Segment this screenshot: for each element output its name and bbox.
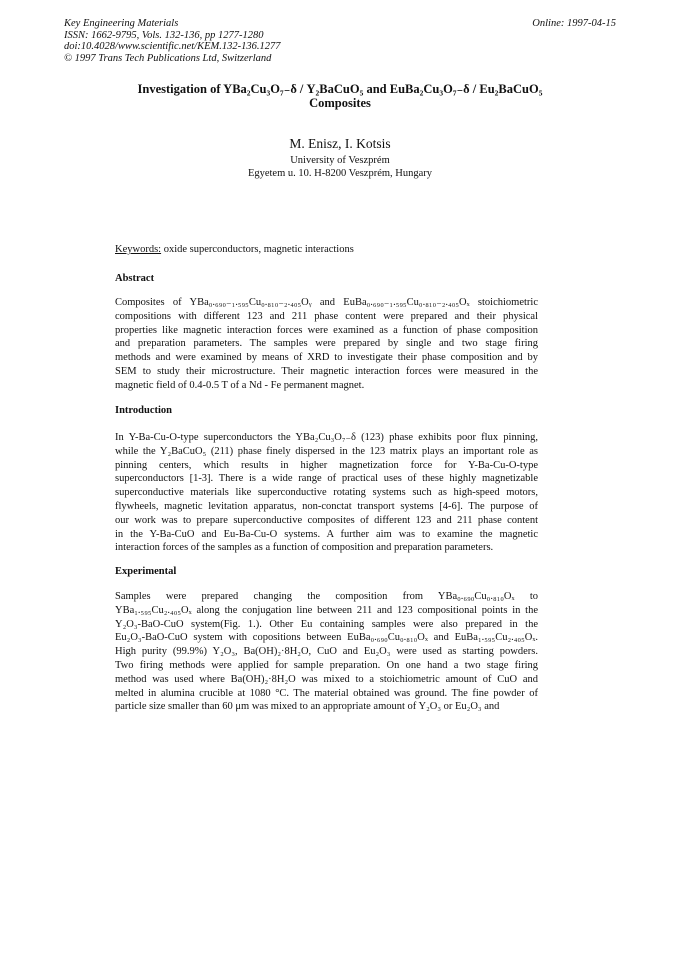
abstract-line: compositions with different 123 and 211 phase content were prepared and their physical [115, 310, 538, 322]
abstract-line: Composites of YBa₀.₆₉₀₋₁.₅₉₅Cu₀.₈₁₀₋₂.₄₀₅Oᵧ and EuBa₀.₆₉₀₋₁.₅₉₅Cu₀.₈₁₀₋₂.₄₀₅Oₓ stoichiometric [115, 297, 538, 308]
introduction-line: flywheels, magnetic levitation apparatus, non-conctat transport systems [4-6]. The purpose of [115, 500, 538, 512]
abstract-line: and preparation parameters. The samples were prepared by single and two stage firing [115, 338, 538, 350]
abstract-line: methods and were examined by means of XRD to investigate their phase composition and by [115, 352, 538, 364]
experimental-body [115, 590, 538, 714]
journal-name: Key Engineering Materials [64, 18, 179, 29]
authors: M. Enisz, I. Kotsis [289, 136, 391, 151]
title-line-1: Investigation of YBa₂Cu₃O₇₋δ / Y₂BaCuO₅ and EuBa₂Cu₃O₇₋δ / Eu₂BaCuO₅ [137, 82, 543, 96]
experimental-line: Y₂O₃-BaO-CuO system(Fig. 1.). Other Eu containing samples were also prepared in the [115, 618, 538, 630]
abstract-line: SEM to study their microstructure. Their magnetic interaction forces were measured in the [115, 365, 538, 377]
journal-header [64, 18, 281, 64]
paper-title [60, 82, 620, 110]
introduction-line: our work was to prepare superconductive composites of different 123 and 211 phase content [115, 514, 538, 526]
online-date: Online: 1997-04-15 [532, 18, 616, 29]
address: Egyetem u. 10. H-8200 Veszprém, Hungary [247, 168, 433, 179]
experimental-line: Two firing methods were applied for sample preparation. On one hand a two stage firing [115, 659, 538, 671]
experimental-line: Samples were prepared changing the composition from YBa₀.₆₉₀Cu₀.₈₁₀Oₓ to [115, 591, 538, 602]
copyright-line: © 1997 Trans Tech Publications Ltd, Switzerland [64, 52, 272, 64]
experimental-line: melted in alumina crucible at 1080 °C. The material obtained was ground. The fine powder of [115, 687, 538, 699]
abstract-line: properties like magnetic interaction forces were examined as a function of phase composition [115, 324, 538, 336]
title-line-2: Composites [309, 96, 371, 110]
abstract-line: magnetic field of 0.4-0.5 T of a Nd - Fe permanent magnet. [115, 379, 365, 391]
introduction-line: in the Y-Ba-CuO and Eu-Ba-Cu-O systems. A further aim was to examine the magnetic [115, 528, 538, 540]
introduction-line: interaction forces of the samples as a function of composition and preparation parameters. [115, 542, 494, 554]
experimental-line: YBa₁.₅₉₅Cu₂.₄₀₅Oₓ along the conjugation line between 211 and 123 compositional points in the [115, 604, 538, 616]
keywords-label: Keywords: [115, 244, 162, 255]
introduction-body [115, 431, 538, 555]
keywords [115, 244, 354, 256]
introduction-line: while the Y₂BaCuO₅ (211) phase finely dispersed in the 123 matrix plays an important role as [115, 445, 538, 457]
abstract-heading: Abstract [115, 273, 155, 284]
introduction-line: superconductive materials like superconductive rotating systems such as high-speed motors, [115, 487, 538, 499]
experimental-line: method was used where Ba(OH)₂·8H₂O was mixed to a stoichiometric amount of CuO and [115, 673, 538, 685]
experimental-line: Eu₂O₃-BaO-CuO system with copositions between EuBa₀.₆₉₀Cu₀.₈₁₀Oₓ and EuBa₁.₅₉₅Cu₂.₄₀₅Oₓ. [115, 632, 538, 644]
keywords-text: oxide superconductors, magnetic interactions [161, 244, 354, 255]
experimental-line: High purity (99.9%) Y₂O₃, Ba(OH)₂·8H₂O, CuO and Eu₂O₃ were used as starting powders. [115, 646, 538, 658]
experimental-heading: Experimental [115, 566, 177, 577]
introduction-line: In Y-Ba-Cu-O-type superconductors the YBa₂Cu₃O₇₋δ (123) phase exhibits poor flux pinning, [115, 432, 538, 443]
doi-line: doi:10.4028/www.scientific.net/KEM.132-136.1277 [64, 41, 281, 52]
introduction-heading: Introduction [115, 405, 172, 416]
abstract-body [115, 296, 538, 393]
experimental-line: particle size smaller than 60 μm was mixed to an appropriate amount of Y₂O₃ or Eu₂O₃ and [115, 701, 500, 713]
issn-line: ISSN: 1662-9795, Vols. 132-136, pp 1277-1280 [64, 29, 264, 41]
university: University of Veszprém [290, 155, 390, 166]
introduction-line: pinning centers, which results in higher magnetization force for Y-Ba-Cu-O-type [115, 459, 538, 471]
introduction-line: superconductors [1-3]. There is a wide range of practical uses of these highly magnetizable [115, 473, 538, 485]
